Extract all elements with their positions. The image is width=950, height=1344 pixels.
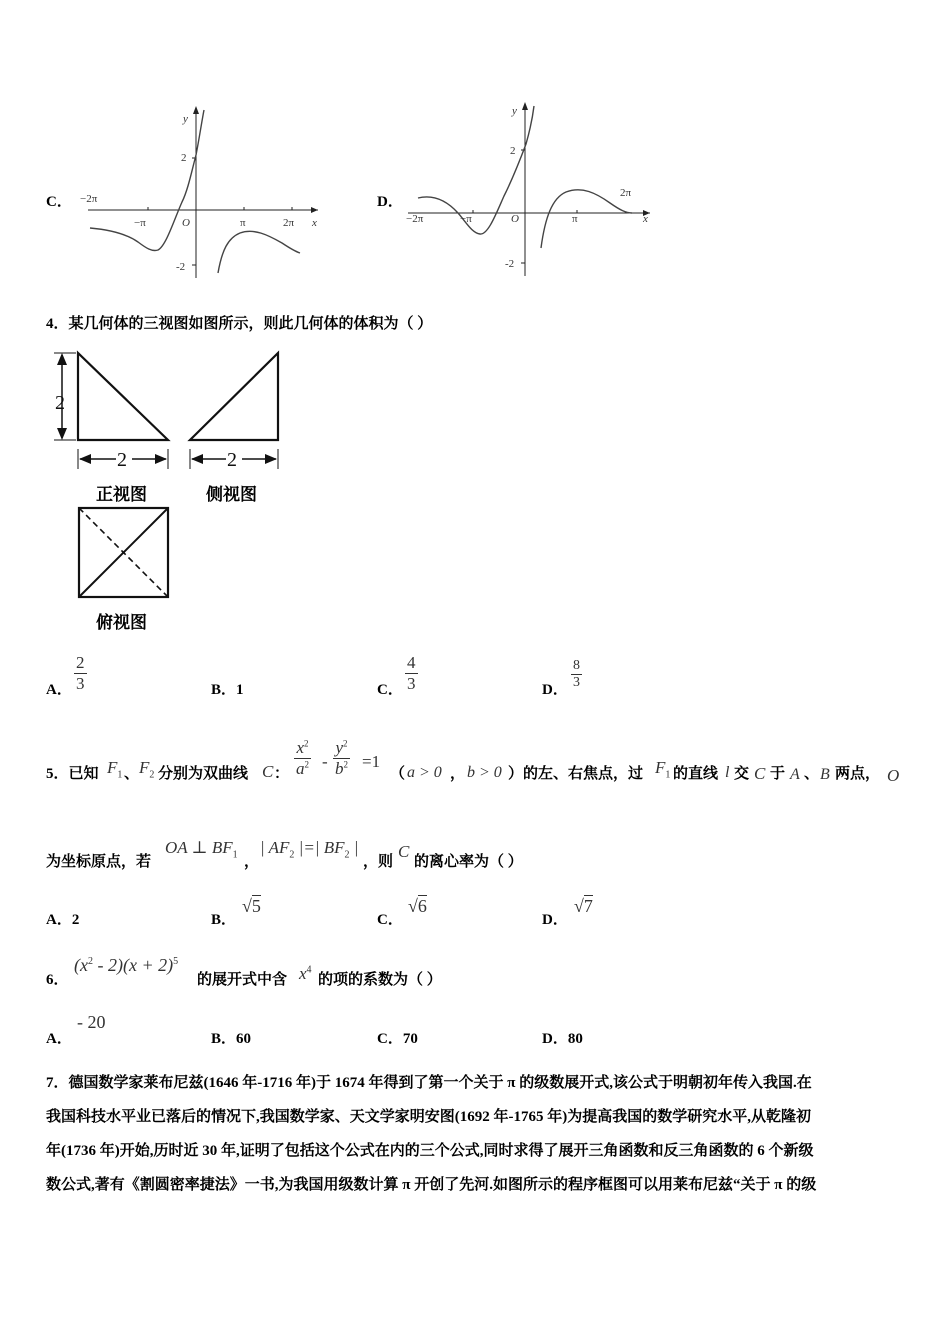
graph-c-right-branch — [218, 231, 300, 273]
graph-c-xtick-2pi: 2π — [283, 217, 295, 229]
sqrt-icon: √ — [242, 896, 252, 916]
graph-d-xtick-pi: π — [572, 213, 578, 225]
q5-curve-c-again: C — [754, 764, 766, 783]
q5-abs-condition: | $AF_2$ |=| $BF_2$ | — [260, 838, 359, 861]
q5-line-text: 的直线 — [673, 766, 719, 782]
sqrt-icon: √ — [408, 896, 418, 916]
option-d-label: D． — [377, 194, 403, 210]
q5-eccentricity: 的离心率为（ ） — [414, 854, 523, 870]
graph-c-xtick-neg2pi: −2π — [80, 193, 98, 205]
q5-option-b-sqrt: √5 — [242, 896, 261, 916]
q5-line-l: l — [725, 764, 730, 781]
graph-c-x-arrow — [311, 207, 318, 213]
q5-line2-prefix: 为坐标原点，若 — [46, 854, 152, 870]
q6-x4: $x^4$ — [299, 964, 312, 983]
q5-at-text: 于 — [770, 766, 786, 782]
q4-three-view-figure — [40, 345, 300, 635]
q6-option-a-label: A． — [46, 1031, 72, 1047]
sqrt-icon: √ — [574, 896, 584, 916]
q4-option-d-label: D． — [542, 682, 568, 698]
q4-option-d-fraction — [571, 658, 582, 691]
q4-option-a-label: A． — [46, 682, 72, 698]
q5-eq-y-fraction: $\frac{y^2}{b^2}$ — [335, 738, 348, 778]
q4-option-a-den: 3 — [76, 674, 85, 693]
q5-point-b: B — [820, 766, 830, 783]
q4-stem: 4．某几何体的三视图如图所示，则此几何体的体积为（ ） — [46, 316, 433, 332]
option-c-label: C． — [46, 194, 72, 210]
q6-option-b: B．60 — [211, 1031, 252, 1047]
q5-f1: $F_1$ — [107, 758, 123, 781]
q6-expression: $(x^2 - 2)(x + 2)^5$ — [74, 955, 179, 975]
graph-d-y-arrow — [522, 102, 528, 110]
top-view-caption: 俯视图 — [96, 613, 147, 632]
graph-c — [78, 100, 328, 280]
front-view-caption: 正视图 — [96, 485, 147, 504]
q4-option-b: B．1 — [211, 682, 244, 698]
q5-colon: ： — [274, 766, 290, 782]
graph-c-ytick-neg2: -2 — [176, 261, 186, 273]
graph-d-xtick-2pi: 2π — [620, 187, 632, 199]
q5-cond-comma: ， — [450, 766, 466, 782]
graph-c-origin: O — [182, 217, 190, 229]
graph-d-x-label: x — [643, 213, 648, 225]
q5-eq-minus: - — [322, 752, 328, 771]
q4-option-c-den: 3 — [407, 674, 416, 693]
q7-line-2: 我国科技水平业已落后的情况下,我国数学家、天文学家明安图(1692 年-1765 年)为提高我国的数学研究水平,从乾隆初 — [46, 1109, 811, 1125]
front-view-triangle — [78, 353, 168, 440]
q6-stem2: 的项的系数为（ ） — [318, 972, 442, 988]
q5-point-a: A — [790, 766, 800, 783]
q7-line-1: 7．德国数学家莱布尼兹(1646 年-1716 年)于 1674 年得到了第一个关于 π 的级数展开式,该公式于明朝初年传入我国.在 — [46, 1075, 812, 1091]
q5-curve-c-3: C — [398, 842, 410, 861]
q5-cond-open: （ — [390, 766, 406, 782]
q5-eq-x-fraction: $\frac{x^2}{a^2}$ — [296, 738, 309, 778]
q6-number: 6． — [46, 972, 69, 988]
q5-origin-o: O — [887, 766, 900, 785]
q4-option-d-den: 3 — [573, 675, 580, 690]
q4-option-a-fraction — [74, 653, 87, 694]
q5-sep2: 、 — [804, 766, 820, 782]
q6-option-a-value: - 20 — [77, 1012, 106, 1032]
graph-d-origin: O — [511, 213, 519, 225]
graph-d-xtick-neg2pi: −2π — [406, 213, 424, 225]
q5-eq-rhs: =1 — [362, 752, 381, 771]
q6-option-d: D．80 — [542, 1031, 583, 1047]
q6-option-c: C．70 — [377, 1031, 418, 1047]
q5-hyperbola-text: 分别为双曲线 — [158, 766, 249, 782]
q5-curve-c: C — [262, 762, 274, 781]
graph-d-ytick-neg2: -2 — [505, 258, 515, 270]
q4-option-a-num: 2 — [76, 653, 85, 672]
q4-option-c-num: 4 — [407, 653, 416, 672]
q5-intersect-text: 交 — [734, 766, 750, 782]
graph-c-xtick-negpi: −π — [134, 217, 146, 229]
graph-c-ytick-2: 2 — [181, 152, 187, 164]
side-view-caption: 侧视图 — [206, 485, 257, 504]
front-width-label: 2 — [117, 449, 127, 471]
graph-d — [400, 98, 660, 280]
graph-c-x-label: x — [312, 217, 317, 229]
q5-option-d-label: D． — [542, 912, 568, 928]
q5-cond-b: b > 0 — [467, 764, 502, 781]
graph-c-y-label: y — [183, 113, 188, 125]
q7-paragraph — [46, 1066, 906, 1202]
q7-line-3: 年(1736 年)开始,历时近 30 年,证明了包括这个公式在内的三个公式,同时求得了展开三角函数和反三角函数的 6 个新级 — [46, 1143, 814, 1159]
q5-f1-again: $F_1$ — [655, 758, 671, 781]
side-view-triangle — [190, 353, 278, 440]
front-height-label: 2 — [55, 392, 65, 414]
q5-option-c-label: C． — [377, 912, 403, 928]
graph-d-xtick-negpi: −π — [460, 213, 472, 225]
q5-f2: $F_2$ — [139, 758, 155, 781]
graph-c-y-arrow — [193, 106, 199, 114]
q5-option-a: A．2 — [46, 912, 80, 928]
q5-comma: ， — [244, 854, 260, 870]
q5-two-points: 两点， — [835, 766, 881, 782]
side-width-label: 2 — [227, 449, 237, 471]
q4-option-c-fraction — [405, 653, 418, 694]
q5-sep: 、 — [124, 766, 140, 782]
graph-c-xtick-pi: π — [240, 217, 246, 229]
q5-option-c-sqrt: √6 — [408, 896, 427, 916]
q5-then: ，则 — [363, 854, 394, 870]
q5-prefix: 5．已知 — [46, 766, 99, 782]
q5-cond-a: a > 0 — [407, 764, 442, 781]
graph-d-y-label: y — [512, 105, 517, 117]
q5-foci-text: ）的左、右焦点，过 — [508, 766, 644, 782]
q4-option-c-label: C． — [377, 682, 403, 698]
q4-option-d-num: 8 — [573, 658, 580, 673]
q7-line-4: 数公式,著有《割圆密率捷法》一书,为我国用级数计算 π 开创了先河.如图所示的程序框图可以用莱布尼兹“关于 π 的级 — [46, 1177, 817, 1193]
q5-perp-condition: OA ⊥ $BF_1$ — [165, 838, 238, 861]
q5-option-b-label: B． — [211, 912, 237, 928]
graph-d-ytick-2: 2 — [510, 145, 516, 157]
q6-stem: 的展开式中含 — [197, 972, 288, 988]
graph-d-right-branch — [541, 190, 632, 248]
graph-c-left-branch — [90, 110, 204, 251]
q5-option-d-sqrt: √7 — [574, 896, 593, 916]
